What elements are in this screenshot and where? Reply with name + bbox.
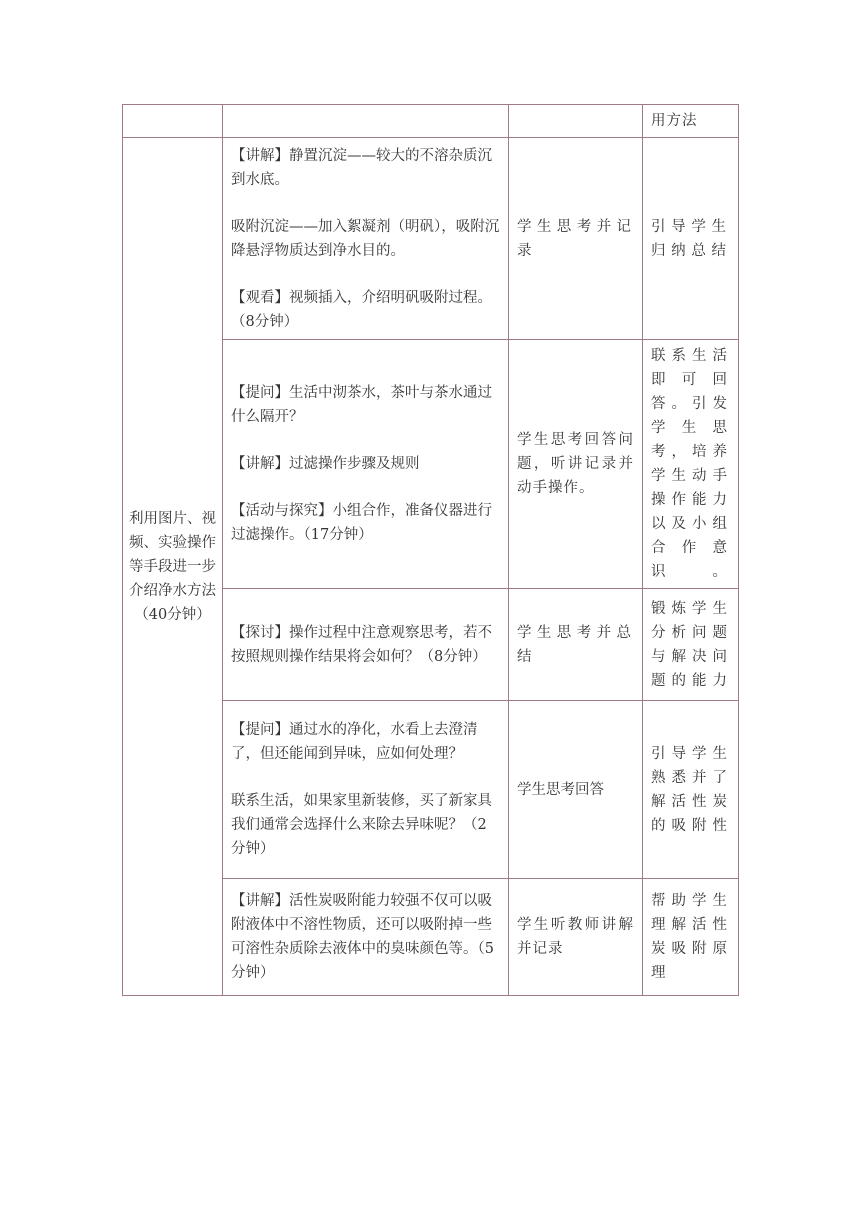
- student-activity-cell: 学生听教师讲解并记录: [509, 879, 643, 996]
- teacher-paragraph: 【提问】生活中沏茶水，茶叶与茶水通过什么隔开？: [231, 385, 492, 425]
- header-row: [123, 105, 739, 138]
- teacher-paragraph: 【提问】通过水的净化，水看上去澄清了，但还能闻到异味，应如何处理？: [231, 722, 478, 762]
- header-cell-student: [509, 105, 643, 138]
- design-intent-cell: 锻炼学生分析问题与解决问题的能力: [643, 589, 739, 701]
- teacher-activity-cell: [223, 589, 509, 701]
- table-row: [123, 138, 739, 340]
- teacher-activity-cell: [223, 701, 509, 879]
- student-activity-cell: 学生思考并总结: [509, 589, 643, 701]
- design-intent-cell: 帮助学生理解活性炭吸附原理: [643, 879, 739, 996]
- header-cell-intent: 用方法: [643, 105, 739, 138]
- teacher-paragraph: 【讲解】静置沉淀——较大的不溶杂质沉到水底。: [231, 147, 492, 188]
- teacher-paragraph: 【探讨】操作过程中注意观察思考，若不按照规则操作结果将会如何？（8分钟）: [231, 624, 492, 665]
- header-cell-teacher: [223, 105, 509, 138]
- teacher-paragraph: 联系生活，如果家里新装修，买了新家具我们通常会选择什么来除去异味呢？（2分钟）: [231, 793, 492, 857]
- student-activity-cell: 学生思考回答: [509, 701, 643, 879]
- teacher-activity-cell: [223, 879, 509, 996]
- teacher-paragraph: 【讲解】过滤操作步骤及规则: [231, 456, 420, 472]
- design-intent-cell: 联系生活即可回答。引发学生思考，培养学生动手操作能力以及小组合作意识。: [643, 340, 739, 589]
- teacher-paragraph: 【观看】视频插入，介绍明矾吸附过程。（8分钟）: [231, 289, 492, 330]
- student-activity-cell: 学生思考并记录: [509, 138, 643, 340]
- student-activity-cell: 学生思考回答问题，听讲记录并动手操作。: [509, 340, 643, 589]
- header-cell-stage: [123, 105, 223, 138]
- teacher-activity-cell: [223, 138, 509, 340]
- teacher-activity-cell: [223, 340, 509, 589]
- design-intent-cell: 引导学生熟悉并了解活性炭的吸附性: [643, 701, 739, 879]
- lesson-plan-table: [122, 104, 739, 996]
- teacher-paragraph: 吸附沉淀——加入絮凝剂（明矾），吸附沉降悬浮物质达到净水目的。: [231, 218, 500, 259]
- design-intent-cell: 引导学生归纳总结: [643, 138, 739, 340]
- stage-cell: 利用图片、视频、实验操作等手段进一步介绍净水方法（40分钟）: [123, 138, 223, 996]
- teacher-paragraph: 【讲解】活性炭吸附能力较强不仅可以吸附液体中不溶性物质，还可以吸附掉一些可溶性杂质除去液体中的臭味颜色等。（5分钟）: [231, 893, 494, 981]
- teacher-paragraph: 【活动与探究】小组合作，准备仪器进行过滤操作。（17分钟）: [231, 503, 492, 543]
